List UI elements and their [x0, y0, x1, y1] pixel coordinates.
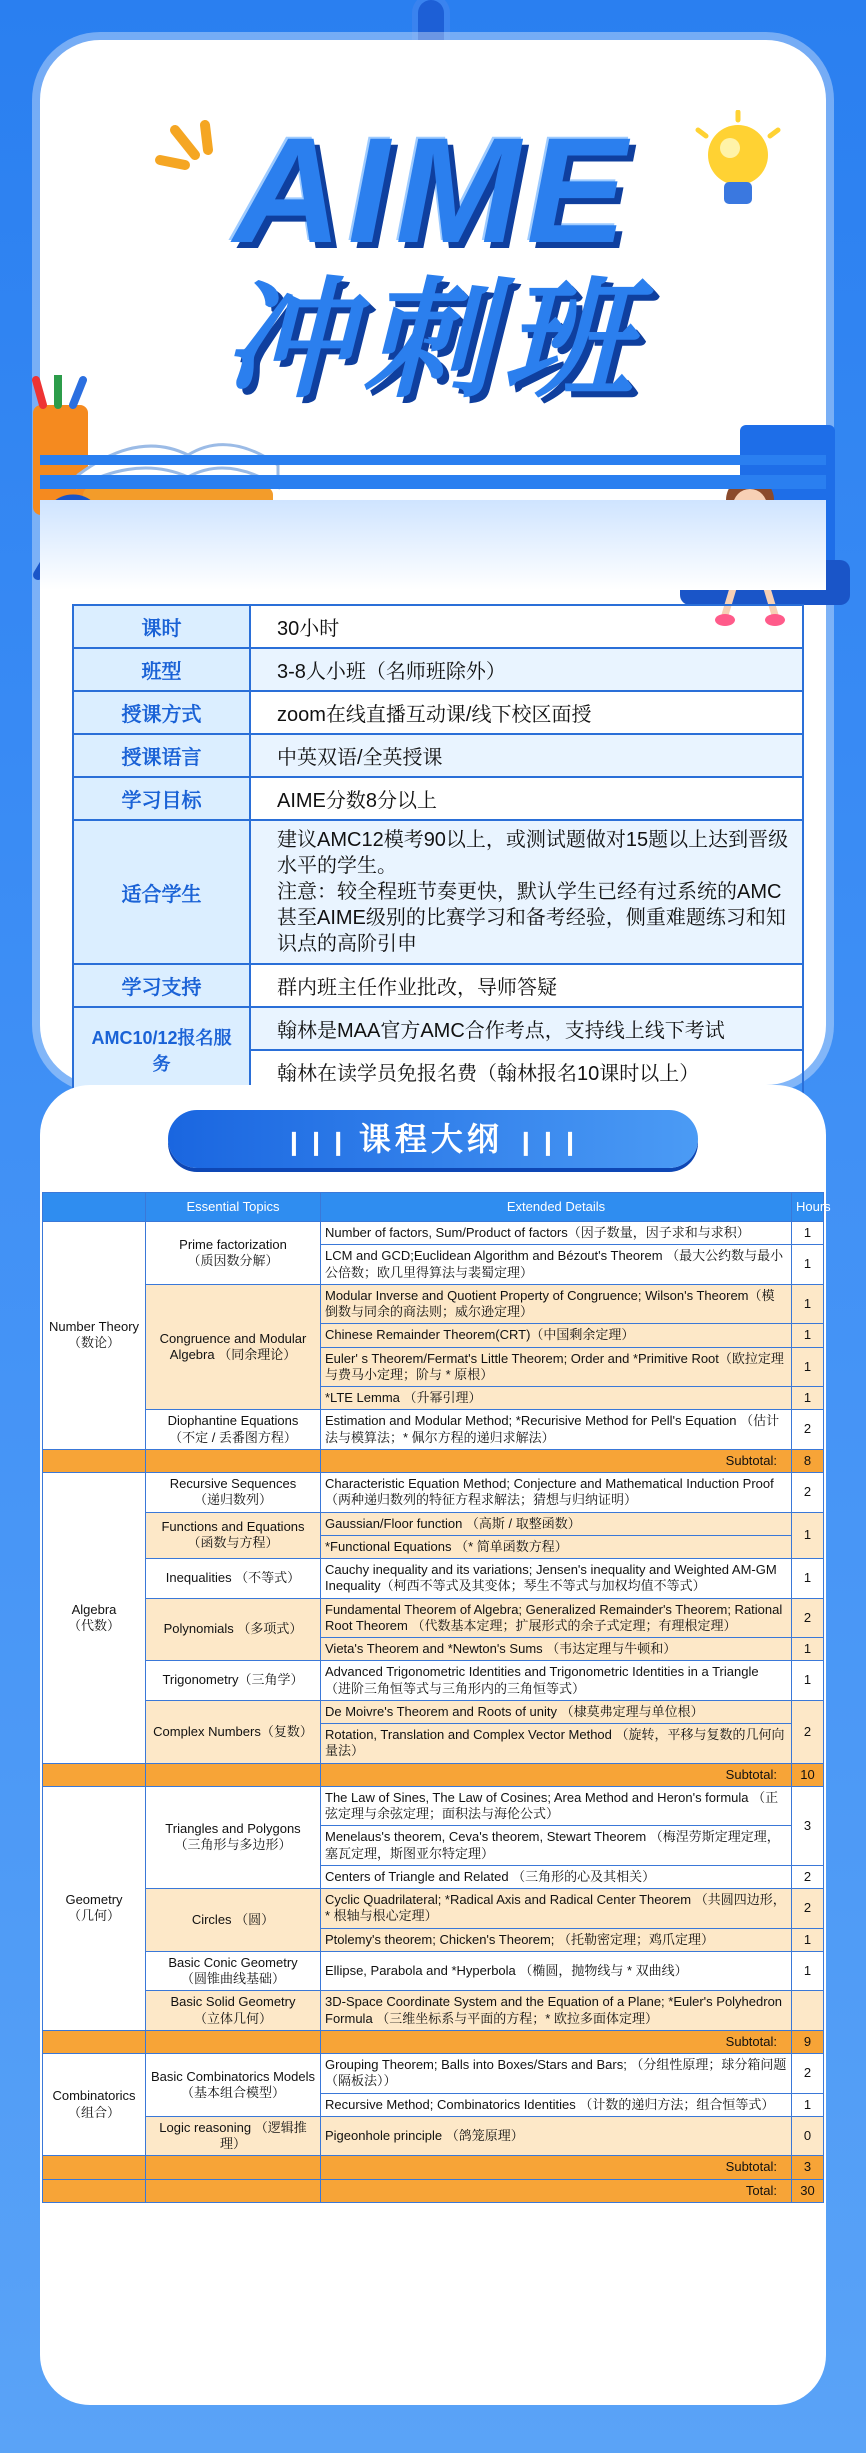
category-cell: Number Theory （数论） — [43, 1222, 146, 1450]
info-key: 适合学生 — [73, 820, 250, 964]
syllabus-table — [42, 1192, 831, 2203]
info-key: 学习目标 — [73, 777, 250, 820]
table-row — [43, 1598, 824, 1638]
category-cell: Algebra （代数） — [43, 1473, 146, 1764]
info-row — [73, 648, 803, 691]
table-row — [43, 1661, 824, 1701]
total-blank — [146, 2179, 321, 2202]
hours-cell: 2 — [792, 1598, 824, 1638]
topic-cell: Circles （圆） — [146, 1889, 321, 1952]
subtotal-hours: 3 — [792, 2156, 824, 2179]
topic-cell: Basic Solid Geometry （立体几何） — [146, 1991, 321, 2031]
hours-cell: 1 — [792, 1284, 824, 1324]
detail-cell: Cyclic Quadrilateral; *Radical Axis and Radical Center Theorem （共圆四边形，* 根轴与根心定理） — [321, 1889, 792, 1929]
table-row — [43, 1786, 824, 1826]
total-label: Total: — [321, 2179, 792, 2202]
info-value: 翰林在读学员免报名费（翰林报名10课时以上） — [250, 1050, 803, 1093]
category-cell: Geometry （几何） — [43, 1786, 146, 2030]
header-details: Extended Details — [321, 1193, 792, 1222]
syllabus-banner — [168, 1110, 698, 1168]
divider-stripe — [40, 455, 826, 465]
subtotal-hours: 10 — [792, 1763, 824, 1786]
hours-cell: 1 — [792, 2093, 824, 2116]
table-row — [43, 1473, 824, 1513]
subtotal-row — [43, 2156, 824, 2179]
subtotal-hours: 9 — [792, 2030, 824, 2053]
detail-cell: LCM and GCD;Euclidean Algorithm and Bézout's Theorem （最大公约数与最小公倍数；欧几里得算法与裴蜀定理） — [321, 1245, 792, 1285]
detail-cell: Grouping Theorem; Balls into Boxes/Stars and Bars; （分组性原理；球分箱问题（隔板法）） — [321, 2054, 792, 2094]
info-key: 授课语言 — [73, 734, 250, 777]
detail-cell: Euler' s Theorem/Fermat's Little Theorem; Order and *Primitive Root（欧拉定理与费马小定理；阶与 * 原根） — [321, 1347, 792, 1387]
subtotal-blank — [146, 1763, 321, 1786]
info-value: 3-8人小班（名师班除外） — [250, 648, 803, 691]
topic-cell: Inequalities （不等式） — [146, 1559, 321, 1599]
topic-cell: Trigonometry（三角学） — [146, 1661, 321, 1701]
banner-deco: ❙❙❙ — [515, 1129, 583, 1156]
detail-cell: *Functional Equations （* 简单函数方程） — [321, 1535, 792, 1558]
detail-cell: The Law of Sines, The Law of Cosines; Area Method and Heron's formula （正弦定理与余弦定理；面积法与海伦公式） — [321, 1786, 792, 1826]
detail-cell: Advanced Trigonometric Identities and Trigonometric Identities in a Triangle （进阶三角恒等式与三角形内的三角恒等式） — [321, 1661, 792, 1701]
info-value: 30小时 — [250, 605, 803, 648]
subtotal-hours: 8 — [792, 1449, 824, 1472]
subtotal-label: Subtotal: — [321, 1449, 792, 1472]
detail-cell: Menelaus's theorem, Ceva's theorem, Stewart Theorem （梅涅劳斯定理定理，塞瓦定理，斯图亚尔特定理） — [321, 1826, 792, 1866]
subtotal-blank — [43, 2030, 146, 2053]
syllabus-header-row — [43, 1193, 824, 1222]
detail-cell: Cauchy inequality and its variations; Jensen's inequality and Weighted AM-GM Inequality（柯西不等式及其变体；琴生不等式与加权均值不等式） — [321, 1559, 792, 1599]
detail-cell: Ellipse, Parabola and *Hyperbola （椭圆，抛物线与 * 双曲线） — [321, 1951, 792, 1991]
topic-cell: Polynomials （多项式） — [146, 1598, 321, 1661]
topic-cell: Basic Combinatorics Models（基本组合模型） — [146, 2054, 321, 2117]
detail-cell: Rotation, Translation and Complex Vector Method （旋转，平移与复数的几何向量法） — [321, 1724, 792, 1764]
table-row — [43, 1512, 824, 1535]
detail-cell: *LTE Lemma （升幂引理） — [321, 1387, 792, 1410]
hours-cell: 1 — [792, 1347, 824, 1387]
hours-cell: 1 — [792, 1559, 824, 1599]
detail-cell: Modular Inverse and Quotient Property of Congruence; Wilson's Theorem（模倒数与同余的商法则；威尔逊定理） — [321, 1284, 792, 1324]
hours-cell: 2 — [792, 1889, 824, 1929]
hours-cell: 2 — [792, 1410, 824, 1450]
detail-cell: Vieta's Theorem and *Newton's Sums （韦达定理与牛顿和） — [321, 1638, 792, 1661]
hours-cell: 1 — [792, 1324, 824, 1347]
hours-cell: 1 — [792, 1638, 824, 1661]
info-value: 群内班主任作业批改，导师答疑 — [250, 964, 803, 1007]
subtotal-row — [43, 1449, 824, 1472]
total-row — [43, 2179, 824, 2202]
divider-band — [40, 500, 826, 590]
title-chinese: 冲刺班 — [222, 267, 643, 413]
hours-cell: 1 — [792, 1512, 824, 1559]
hours-cell: 2 — [792, 2054, 824, 2094]
table-row — [43, 2054, 824, 2094]
table-row — [43, 1991, 824, 2031]
banner-deco: ❙❙❙ — [283, 1129, 359, 1156]
info-key: 课时 — [73, 605, 250, 648]
table-row — [43, 1410, 824, 1450]
subtotal-blank — [43, 2156, 146, 2179]
table-row — [43, 1700, 824, 1723]
subtotal-blank — [43, 1763, 146, 1786]
detail-cell: Fundamental Theorem of Algebra; Generalized Remainder's Theorem; Rational Root Theorem （代数基本定理；扩展形式的余子式定理；有理根定理） — [321, 1598, 792, 1638]
info-row — [73, 1007, 803, 1050]
info-row — [73, 820, 803, 964]
hours-cell: 1 — [792, 1387, 824, 1410]
syllabus-title: 课程大纲 — [358, 1121, 503, 1157]
info-row — [73, 777, 803, 820]
hours-cell: 1 — [792, 1928, 824, 1951]
total-blank — [43, 2179, 146, 2202]
header-category — [43, 1193, 146, 1222]
info-value: 中英双语/全英授课 — [250, 734, 803, 777]
info-key: 授课方式 — [73, 691, 250, 734]
topic-cell: Logic reasoning （逻辑推理） — [146, 2116, 321, 2156]
table-row — [43, 1559, 824, 1599]
info-row — [73, 691, 803, 734]
topic-cell: Triangles and Polygons （三角形与多边形） — [146, 1786, 321, 1888]
detail-cell: Ptolemy's theorem; Chicken's Theorem; （托勒密定理；鸡爪定理） — [321, 1928, 792, 1951]
title-english: AIME — [233, 106, 633, 274]
detail-cell: Chinese Remainder Theorem(CRT)（中国剩余定理） — [321, 1324, 792, 1347]
info-row — [73, 605, 803, 648]
topic-cell: Basic Conic Geometry （圆锥曲线基础） — [146, 1951, 321, 1991]
hours-cell: 3 — [792, 1786, 824, 1865]
subtotal-blank — [43, 1449, 146, 1472]
topic-cell: Prime factorization （质因数分解） — [146, 1222, 321, 1285]
table-row — [43, 1284, 824, 1324]
info-value: 建议AMC12模考90以上，或测试题做对15题以上达到晋级水平的学生。 注意：较全程班节奏更快，默认学生已经有过系统的AMC甚至AIME级别的比赛学习和备考经验，侧重难题练习和知识点的高阶引申 — [250, 820, 803, 964]
hours-cell: 2 — [792, 1700, 824, 1763]
subtotal-blank — [146, 1449, 321, 1472]
hours-cell: 2 — [792, 1473, 824, 1513]
info-row — [73, 964, 803, 1007]
topic-cell: Functions and Equations （函数与方程） — [146, 1512, 321, 1559]
subtotal-label: Subtotal: — [321, 2156, 792, 2179]
detail-cell: Gaussian/Floor function （高斯 / 取整函数） — [321, 1512, 792, 1535]
divider-stripe — [40, 475, 826, 489]
detail-cell: Recursive Method; Combinatorics Identities （计数的递归方法；组合恒等式） — [321, 2093, 792, 2116]
hours-cell: 2 — [792, 1865, 824, 1888]
hours-cell: 1 — [792, 1951, 824, 1991]
info-key: 班型 — [73, 648, 250, 691]
detail-cell: Characteristic Equation Method; Conjecture and Mathematical Induction Proof （两种递归数列的特征方程求解法；猜想与归纳证明） — [321, 1473, 792, 1513]
topic-cell: Congruence and Modular Algebra （同余理论） — [146, 1284, 321, 1410]
subtotal-blank — [146, 2030, 321, 2053]
detail-cell: De Moivre's Theorem and Roots of unity （棣莫弗定理与单位根） — [321, 1700, 792, 1723]
subtotal-label: Subtotal: — [321, 2030, 792, 2053]
table-row — [43, 1951, 824, 1991]
category-cell: Combinatorics （组合） — [43, 2054, 146, 2156]
topic-cell: Complex Numbers（复数） — [146, 1700, 321, 1763]
info-value: AIME分数8分以上 — [250, 777, 803, 820]
hours-cell: 1 — [792, 1245, 824, 1285]
detail-cell: Number of factors, Sum/Product of factors（因子数量，因子求和与求积） — [321, 1222, 792, 1245]
hours-cell: 1 — [792, 1661, 824, 1701]
hours-cell — [792, 1991, 824, 2031]
topic-cell: Diophantine Equations （不定 / 丢番图方程） — [146, 1410, 321, 1450]
subtotal-blank — [146, 2156, 321, 2179]
table-row — [43, 2116, 824, 2156]
course-info-table — [72, 604, 804, 1094]
info-row — [73, 734, 803, 777]
hours-cell: 0 — [792, 2116, 824, 2156]
detail-cell: 3D-Space Coordinate System and the Equation of a Plane; *Euler's Polyhedron Formula （三维坐标系与平面的方程；* 欧拉多面体定理） — [321, 1991, 792, 2031]
info-value: zoom在线直播互动课/线下校区面授 — [250, 691, 803, 734]
detail-cell: Centers of Triangle and Related （三角形的心及其相关） — [321, 1865, 792, 1888]
subtotal-row — [43, 1763, 824, 1786]
info-key: AMC10/12报名服务 — [73, 1007, 250, 1093]
table-row — [43, 1222, 824, 1245]
subtotal-label: Subtotal: — [321, 1763, 792, 1786]
table-row — [43, 1889, 824, 1929]
info-key: 学习支持 — [73, 964, 250, 1007]
subtotal-row — [43, 2030, 824, 2053]
detail-cell: Pigeonhole principle （鸽笼原理） — [321, 2116, 792, 2156]
total-hours: 30 — [792, 2179, 824, 2202]
header-hours: Hours — [792, 1193, 824, 1222]
header-topics: Essential Topics — [146, 1193, 321, 1222]
topic-cell: Recursive Sequences （递归数列） — [146, 1473, 321, 1513]
info-value: 翰林是MAA官方AMC合作考点，支持线上线下考试 — [250, 1007, 803, 1050]
hours-cell: 1 — [792, 1222, 824, 1245]
detail-cell: Estimation and Modular Method; *Recurisive Method for Pell's Equation （估计法与模算法；* 佩尔方程的递归求解法） — [321, 1410, 792, 1450]
